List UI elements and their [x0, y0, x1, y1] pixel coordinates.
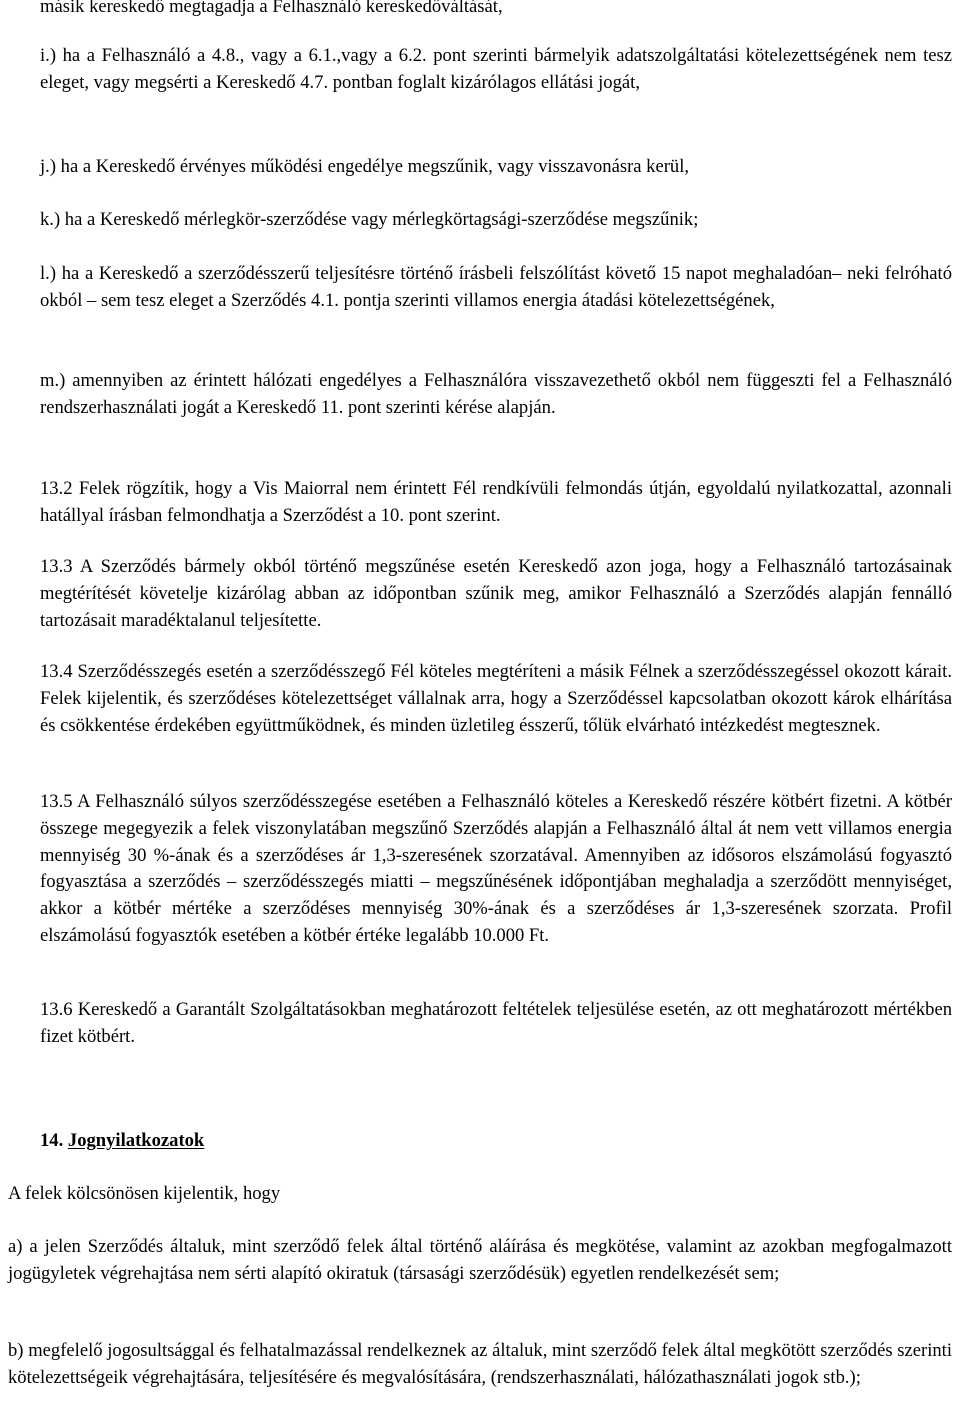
list-item-l: l.) ha a Kereskedő a szerződésszerű teljesítésre történő írásbeli felszólítást követő 15 napot meghaladóan– neki felróható okból – sem tesz eleget a Szerződés 4.1. pontja szerinti villamos energia átadási kötelezettségének, [40, 263, 952, 311]
list-item-m: m.) amennyiben az érintett hálózati engedélyes a Felhasználóra visszavezethető okból nem függeszti fel a Felhasználó rendszerhasználati jogát a Kereskedő 11. pont szerinti kérése alapján. [40, 370, 952, 418]
clause-13-6: 13.6 Kereskedő a Garantált Szolgáltatásokban meghatározott feltételek teljesülése esetén, az ott meghatározott mértékben fizet kötbért. [40, 999, 952, 1047]
list-item-a: a) a jelen Szerződés általuk, mint szerződő felek által történő aláírása és megkötése, valamint az azokban megfogalmazott jogügyletek végrehajtása nem sérti alapító okiratuk (társasági szerződésük) egyetlen rendelkezését sem; [8, 1236, 952, 1284]
section-14-intro: A felek kölcsönösen kijelentik, hogy [8, 1183, 281, 1204]
clause-13-3: 13.3 A Szerződés bármely okból történő megszűnése esetén Kereskedő azon joga, hogy a Felhasználó tartozásainak megtérítését követelje kizárólag abban az időpontban szűnik meg, amikor Felhasználó a Szerződés alapján fennálló tartozásait maradéktalanul teljesítette. [40, 556, 952, 631]
list-item-i: i.) ha a Felhasználó a 4.8., vagy a 6.1.,vagy a 6.2. pont szerinti bármelyik adatszolgáltatási kötelezettségének nem tesz eleget, vagy megsérti a Kereskedő 4.7. pontban foglalt kizárólagos ellátási jogát, [40, 45, 952, 93]
clause-13-4: 13.4 Szerződésszegés esetén a szerződésszegő Fél köteles megtéríteni a másik Félnek a szerződésszegéssel okozott kárait. Felek kijelentik, és szerződéses kötelezettséget vállalnak arra, hogy a Szerződéssel kapcsolatban okozott károk elhárítása és csökkentése érdekében együttműködnek, és minden üzletileg ésszerű, tőlük elvárható intézkedést megtesznek. [40, 661, 952, 736]
list-item-j: j.) ha a Kereskedő érvényes működési engedélye megszűnik, vagy visszavonásra kerül, [40, 156, 690, 177]
clause-13-5: 13.5 A Felhasználó súlyos szerződésszegése esetében a Felhasználó köteles a Kereskedő részére kötbért fizetni. A kötbér összege megegyezik a felek viszonylatában megszűnő Szerződés alapján a Felhasználó által át nem vett villamos energia mennyiség 30 %-ának és a szerződéses ár 1,3-szeresének szorzatával. Amennyiben az idősoros elszámolású fogyasztó fogyasztása a szerződés – szerződésszegés miatti – megszűnésének időpontjában meghaladja a szerződött mennyiséget, akkor a kötbér mértéke a szerződéses mennyiség 30%-ának és a szerződéses ár 1,3-szeresének szorzata. Profil elszámolású fogyasztók esetében a kötbér értéke legalább 10.000 Ft. [40, 791, 952, 946]
section-14-title: Jognyilatkozatok [67, 1130, 205, 1151]
list-item-k: k.) ha a Kereskedő mérlegkör-szerződése vagy mérlegkörtagsági-szerződése megszűnik; [40, 209, 699, 230]
section-14-heading [40, 1128, 952, 1155]
clause-13-2: 13.2 Felek rögzítik, hogy a Vis Maiorral nem érintett Fél rendkívüli felmondás útján, egyoldalú nyilatkozattal, azonnali hatállyal írásban felmondhatja a Szerződést a 10. pont szerint. [40, 478, 952, 526]
list-item-b: b) megfelelő jogosultsággal és felhatalmazással rendelkeznek az általuk, mint szerződő felek által megkötött szerződés szerinti kötelezettségeik végrehajtására, teljesítésére és megvalósítására, (rendszerhasználati, hálózathasználati jogok stb.); [8, 1340, 952, 1388]
continuation-line: másik kereskedő megtagadja a Felhasználó kereskedőváltását, [40, 0, 503, 17]
section-14-number: 14. [40, 1130, 64, 1151]
